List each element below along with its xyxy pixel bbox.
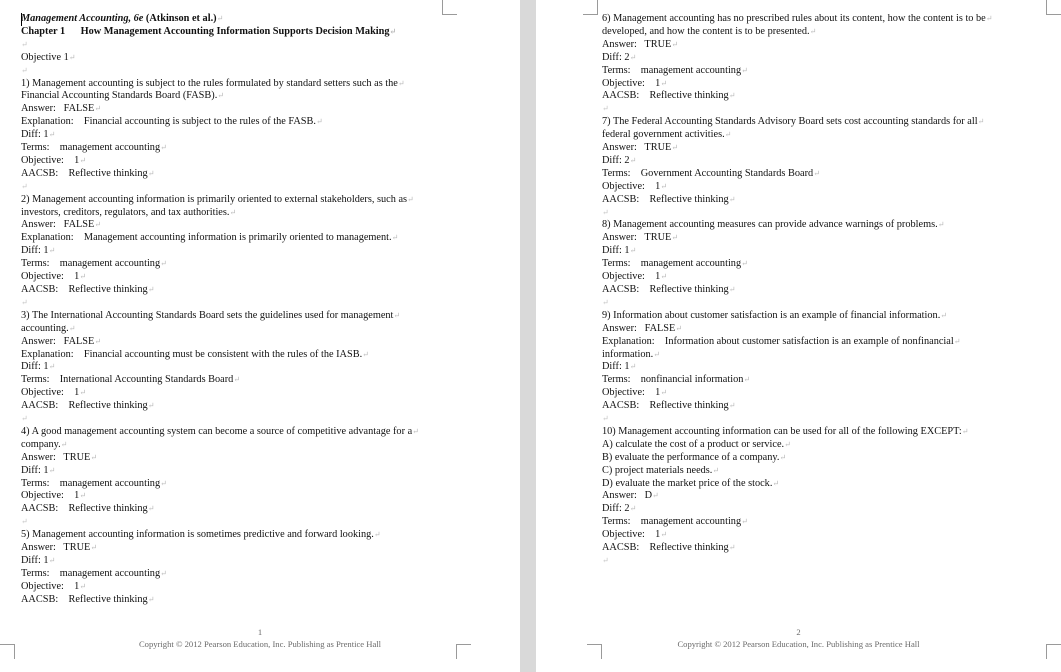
document-line: Answer: D↵: [602, 490, 659, 502]
line-text: developed, and how the content is to be presented.: [602, 25, 810, 37]
document-line: Diff: 1↵: [21, 554, 56, 566]
line-text: Answer: FALSE: [602, 322, 676, 334]
document-line: AACSB: Reflective thinking↵: [602, 193, 736, 205]
document-line: Diff: 2↵: [602, 154, 637, 166]
copyright-notice: Copyright © 2012 Pearson Education, Inc. Publishing as Prentice Hall: [677, 639, 920, 649]
copyright-notice: Copyright © 2012 Pearson Education, Inc. Publishing as Prentice Hall: [138, 639, 382, 649]
document-line: AACSB: Reflective thinking↵: [602, 542, 736, 554]
line-text: 7) The Federal Accounting Standards Advisory Board sets cost accounting standards for all: [602, 116, 978, 128]
document-line: Diff: 1↵: [21, 129, 56, 141]
line-text: 2) Management accounting information is primarily oriented to external stakeholders, such as: [21, 193, 408, 205]
line-text: AACSB: Reflective thinking: [602, 90, 729, 102]
line-text: Objective: 1: [21, 580, 80, 592]
line-text: Diff: 1: [602, 245, 630, 257]
line-text: Objective: 1: [21, 271, 80, 283]
line-text: Explanation: Information about customer satisfaction is an example of nonfinancial: [602, 335, 954, 347]
line-text: AACSB: Reflective thinking: [21, 593, 148, 605]
document-line: 2) Management accounting information is primarily oriented to external stakeholders, such as↵: [21, 193, 414, 205]
paragraph-mark: ↵: [602, 556, 609, 565]
line-text: information.: [602, 348, 654, 360]
document-line: 4) A good management accounting system can become a source of competitive advantage for a↵: [21, 425, 419, 437]
line-text: Terms: management accounting: [602, 258, 742, 270]
document-line: Objective: 1↵: [21, 580, 87, 592]
document-line: Answer: TRUE↵: [602, 232, 679, 244]
paragraph-mark: ↵: [21, 517, 28, 527]
document-line: Objective: 1↵: [21, 154, 87, 166]
line-text: Terms: nonfinancial information: [602, 374, 744, 386]
line-text: Explanation: Financial accounting is subject to the rules of the FASB.: [21, 116, 316, 128]
crop-mark: [587, 644, 602, 659]
crop-mark: [1046, 0, 1061, 15]
line-text: 3) The International Accounting Standards Board sets the guidelines used for management: [21, 309, 394, 321]
document-line: Terms: management accounting↵: [21, 477, 167, 489]
line-text: 1) Management accounting is subject to the rules formulated by standard setters such as the: [21, 77, 398, 89]
line-text: Diff: 2: [602, 51, 630, 63]
line-text: Answer: FALSE: [21, 335, 95, 347]
document-line: accounting.↵: [21, 322, 76, 334]
line-text: 10) Management accounting information can be used for all of the following EXCEPT:: [602, 425, 962, 437]
line-text: Explanation: Financial accounting must be consistent with the rules of the IASB.: [21, 348, 363, 360]
page-1-content[interactable]: [21, 13, 461, 607]
line-text: Objective: 1: [602, 271, 661, 283]
document-line: Terms: management accounting↵: [21, 258, 167, 270]
document-line: 3) The International Accounting Standards Board sets the guidelines used for management↵: [21, 309, 401, 321]
line-text: federal government activities.: [602, 129, 725, 141]
line-text: Terms: management accounting: [21, 567, 161, 579]
objective-heading-text: Objective 1: [21, 51, 69, 63]
document-line: Objective: 1↵: [21, 387, 87, 399]
line-text: 4) A good management accounting system can become a source of competitive advantage for a: [21, 425, 413, 437]
line-text: Answer: D: [602, 490, 653, 502]
line-text: Terms: management accounting: [602, 516, 742, 528]
document-line: Terms: management accounting↵: [602, 64, 748, 76]
line-text: Diff: 1: [602, 361, 630, 373]
line-text: Diff: 1: [21, 464, 49, 476]
paragraph-mark: ↵: [21, 181, 28, 191]
line-text: D) evaluate the market price of the stock.: [602, 477, 773, 489]
document-page-1[interactable]: [0, 0, 520, 672]
document-line: Financial Accounting Standards Board (FASB).↵: [21, 90, 224, 102]
line-text: A) calculate the cost of a product or service.: [602, 438, 785, 450]
document-line: Terms: Government Accounting Standards Board↵: [602, 167, 820, 179]
book-header: Management Accounting, 6e (Atkinson et al.)↵: [21, 13, 224, 24]
line-text: Terms: management accounting: [21, 142, 161, 154]
paragraph-mark: ↵: [602, 297, 609, 307]
document-line: Objective: 1↵: [21, 490, 87, 502]
document-line: Terms: International Accounting Standards Board↵: [21, 374, 241, 386]
paragraph-mark: ↵: [21, 65, 28, 75]
document-line: Terms: nonfinancial information↵: [602, 374, 751, 386]
line-text: 9) Information about customer satisfaction is an example of financial information.: [602, 309, 941, 321]
document-line: 10) Management accounting information can be used for all of the following EXCEPT:↵: [602, 425, 969, 437]
line-text: Answer: FALSE: [21, 219, 95, 231]
document-line: company.↵: [21, 438, 68, 450]
line-text: Objective: 1: [602, 529, 661, 541]
document-line: AACSB: Reflective thinking↵: [21, 593, 155, 605]
line-text: Terms: International Accounting Standards Board: [21, 374, 234, 386]
document-line: Terms: management accounting↵: [602, 258, 748, 270]
document-line: Diff: 1↵: [602, 245, 637, 257]
line-text: Explanation: Management accounting information is primarily oriented to management.: [21, 232, 392, 244]
line-text: AACSB: Reflective thinking: [21, 283, 148, 295]
document-line: Diff: 1↵: [21, 245, 56, 257]
document-line: developed, and how the content is to be presented.↵: [602, 25, 817, 37]
document-line: AACSB: Reflective thinking↵: [21, 167, 155, 179]
document-line: Objective: 1↵: [602, 271, 668, 283]
line-text: Diff: 1: [21, 129, 49, 141]
document-line: AACSB: Reflective thinking↵: [602, 400, 736, 412]
page-gutter: [520, 0, 536, 672]
paragraph-mark: ↵: [21, 297, 28, 307]
document-line: 1) Management accounting is subject to the rules formulated by standard setters such as the↵: [21, 77, 405, 89]
document-line: C) project materials needs.↵: [602, 464, 720, 476]
document-line: Terms: management accounting↵: [602, 516, 748, 528]
page-number: 1: [257, 627, 263, 637]
document-line: investors, creditors, regulators, and tax authorities.↵: [21, 206, 237, 218]
document-line: AACSB: Reflective thinking↵: [602, 90, 736, 102]
line-text: AACSB: Reflective thinking: [21, 400, 148, 412]
objective-heading: Objective 1↵: [21, 51, 76, 63]
line-text: Objective: 1: [21, 387, 80, 399]
line-text: company.: [21, 438, 61, 450]
document-line: Diff: 2↵: [602, 51, 637, 63]
document-line: Explanation: Information about customer satisfaction is an example of nonfinancial↵: [602, 335, 961, 347]
line-text: Terms: management accounting: [21, 258, 161, 270]
crop-mark: [583, 0, 598, 15]
line-text: Answer: TRUE: [602, 38, 672, 50]
line-text: AACSB: Reflective thinking: [602, 284, 729, 295]
document-line: 8) Management accounting measures can provide advance warnings of problems.↵: [602, 219, 945, 231]
document-line: Diff: 2↵: [602, 503, 637, 515]
line-text: Diff: 2: [602, 503, 630, 515]
document-line: Diff: 1↵: [21, 464, 56, 476]
line-text: Objective: 1: [602, 387, 661, 399]
paragraph-mark: ↵: [602, 207, 609, 217]
page-2-footer: [536, 626, 1061, 650]
line-text: Terms: management accounting: [602, 64, 742, 76]
chapter-heading: Chapter 1 How Management Accounting Information Supports Decision Making↵: [21, 25, 397, 37]
document-line: federal government activities.↵: [602, 129, 732, 141]
line-text: AACSB: Reflective thinking: [602, 193, 729, 205]
document-line: Objective: 1↵: [602, 529, 668, 541]
document-line: Terms: management accounting↵: [21, 567, 167, 579]
line-text: Diff: 2: [602, 154, 630, 166]
line-text: Financial Accounting Standards Board (FASB).: [21, 90, 218, 102]
document-line: A) calculate the cost of a product or service.↵: [602, 438, 791, 450]
paragraph-mark: ↵: [602, 104, 609, 114]
document-line: Answer: FALSE↵: [602, 322, 683, 334]
book-authors: (Atkinson et al.): [145, 13, 217, 24]
line-text: Answer: FALSE: [21, 103, 95, 115]
document-line: Explanation: Financial accounting must be consistent with the rules of the IASB.↵: [21, 348, 369, 360]
line-text: Diff: 1: [21, 245, 49, 257]
document-line: Answer: TRUE↵: [21, 542, 98, 554]
crop-mark: [1046, 644, 1061, 659]
document-line: 9) Information about customer satisfaction is an example of financial information.↵: [602, 309, 947, 321]
line-text: AACSB: Reflective thinking: [602, 542, 729, 554]
line-text: investors, creditors, regulators, and tax authorities.: [21, 206, 230, 218]
document-line: Objective: 1↵: [602, 180, 668, 192]
paragraph-mark: ↵: [21, 414, 28, 424]
document-line: Explanation: Management accounting information is primarily oriented to management.↵: [21, 232, 399, 244]
line-text: Objective: 1: [21, 154, 80, 166]
line-text: Diff: 1: [21, 361, 49, 373]
document-line: Diff: 1↵: [602, 361, 637, 373]
line-text: AACSB: Reflective thinking: [21, 167, 148, 179]
document-line: Answer: TRUE↵: [602, 142, 679, 154]
crop-mark: [442, 0, 457, 15]
document-line: AACSB: Reflective thinking↵: [21, 400, 155, 412]
crop-mark: [456, 644, 471, 659]
line-text: Answer: TRUE: [602, 142, 672, 154]
book-title: Management Accounting, 6e: [21, 13, 144, 24]
document-line: Answer: TRUE↵: [21, 451, 98, 463]
document-line: Explanation: Financial accounting is subject to the rules of the FASB.↵: [21, 116, 323, 128]
document-line: information.↵: [602, 348, 660, 360]
line-text: C) project materials needs.: [602, 464, 713, 476]
document-line: Answer: TRUE↵: [602, 38, 679, 50]
line-text: 8) Management accounting measures can provide advance warnings of problems.: [602, 219, 938, 231]
document-line: Objective: 1↵: [602, 77, 668, 89]
document-line: Answer: FALSE↵: [21, 335, 102, 347]
paragraph-mark: ↵: [602, 414, 609, 424]
document-line: Diff: 1↵: [21, 361, 56, 373]
document-line: 5) Management accounting information is sometimes predictive and forward looking.↵: [21, 529, 381, 541]
document-line: Objective: 1↵: [602, 387, 668, 399]
crop-mark: [0, 644, 15, 659]
line-text: Diff: 1: [21, 554, 49, 566]
document-line: Answer: FALSE↵: [21, 219, 102, 231]
document-line: 6) Management accounting has no prescribed rules about its content, how the content is to be↵: [602, 13, 993, 24]
line-text: AACSB: Reflective thinking: [602, 400, 729, 412]
line-text: Terms: management accounting: [21, 477, 161, 489]
line-text: Objective: 1: [602, 77, 661, 89]
line-text: accounting.: [21, 322, 69, 334]
document-line: 7) The Federal Accounting Standards Advisory Board sets cost accounting standards for all↵: [602, 116, 985, 128]
line-text: Terms: Government Accounting Standards Board: [602, 167, 814, 179]
line-text: 6) Management accounting has no prescribed rules about its content, how the content is to be: [602, 13, 986, 24]
document-line: B) evaluate the performance of a company.↵: [602, 451, 787, 463]
line-text: Answer: TRUE: [21, 451, 91, 463]
document-line: D) evaluate the market price of the stock.↵: [602, 477, 780, 489]
paragraph-mark: ↵: [21, 39, 28, 49]
line-text: Objective: 1: [602, 180, 661, 192]
line-text: 5) Management accounting information is sometimes predictive and forward looking.: [21, 529, 374, 541]
page-1-footer: [0, 626, 520, 650]
line-text: Answer: TRUE: [602, 232, 672, 244]
document-page-2[interactable]: [536, 0, 1061, 672]
page-2-content[interactable]: [602, 13, 1034, 568]
line-text: Objective: 1: [21, 490, 80, 502]
page-2-questions: [602, 13, 1034, 568]
page-number: 2: [796, 627, 801, 637]
document-line: Answer: FALSE↵: [21, 103, 102, 115]
document-line: Terms: management accounting↵: [21, 142, 167, 154]
line-text: Answer: TRUE: [21, 542, 91, 554]
chapter-label: Chapter 1: [21, 25, 66, 37]
document-line: AACSB: Reflective thinking↵: [21, 283, 155, 295]
document-line: Objective: 1↵: [21, 271, 87, 283]
document-line: AACSB: Reflective thinking↵: [21, 503, 155, 515]
chapter-title: How Management Accounting Information Supports Decision Making: [80, 25, 390, 37]
line-text: AACSB: Reflective thinking: [21, 503, 148, 515]
document-line: AACSB: Reflective thinking↵: [602, 284, 736, 295]
page-1-questions: [21, 78, 461, 607]
line-text: B) evaluate the performance of a company.: [602, 451, 780, 463]
